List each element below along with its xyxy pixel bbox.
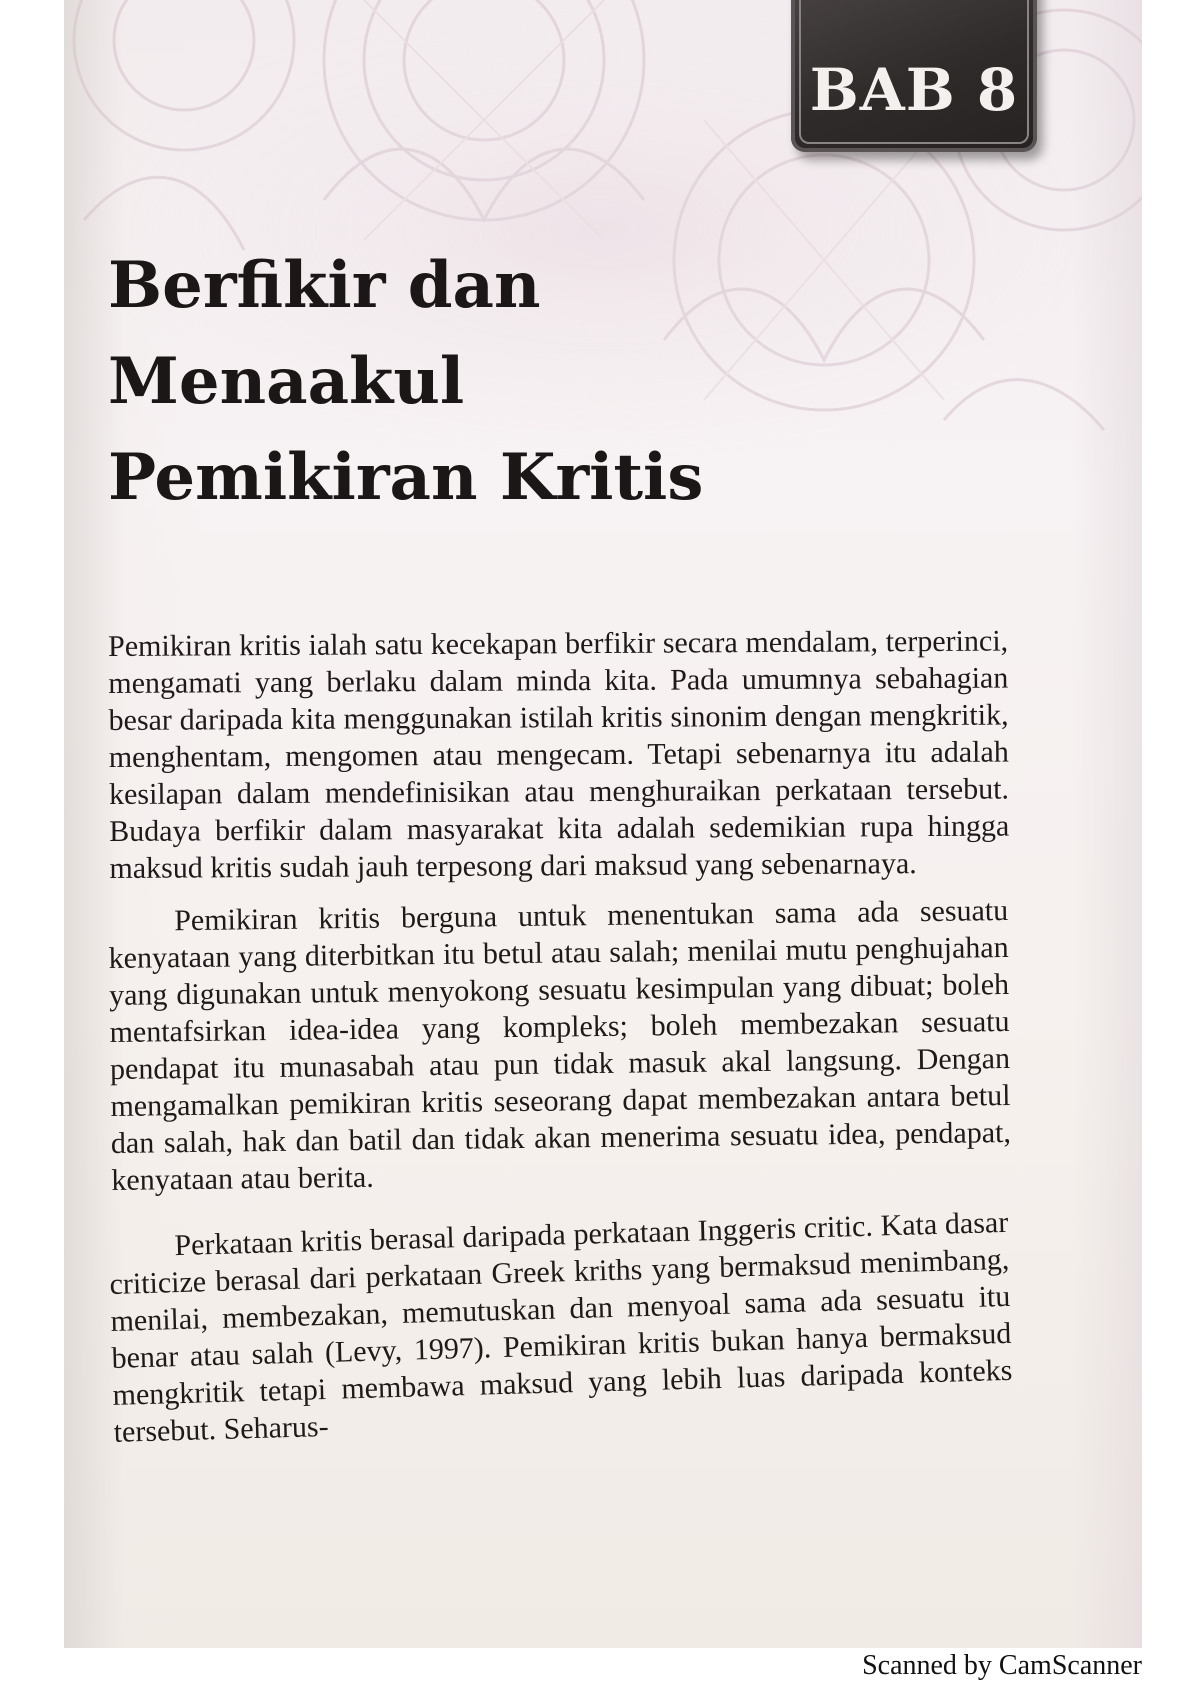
scanner-watermark: Scanned by CamScanner: [862, 1650, 1142, 1681]
paragraph-3: Perkataan kritis berasal daripada perkataan Inggeris critic. Kata dasar criticize berasal dari perkataan Greek kriths yang bermaksud menimbang, menilai, membezakan, memutuskan dan menyoal sama ada sesuatu itu benar atau salah (Levy, 1997). Pemikiran kritis bukan hanya bermaksud mengkritik tetapi membawa maksud yang lebih luas daripada konteks tersebut. Seharus-: [109, 1205, 1013, 1449]
chapter-badge-label: BAB 8: [809, 56, 1019, 124]
page-edge-shadow: [1072, 0, 1142, 1648]
paragraph-2: Pemikiran kritis berguna untuk menentukan sama ada sesuatu kenyataan yang diterbitkan itu betul atau salah; menilai mutu penghujahan yang digunakan untuk menyokong sesuatu kesimpulan yang dibuat; boleh mentafsirkan idea-idea yang kompleks; boleh membezakan sesuatu pendapat itu munasabah atau pun tidak masuk akal langsung. Dengan mengamalkan pemikiran kritis seseorang dapat membezakan antara betul dan salah, hak dan batil dan tidak akan menerima sesuatu idea, pendapat, kenyataan atau berita.: [108, 894, 1012, 1197]
chapter-title-line-1: Berfikir dan: [108, 248, 541, 323]
chapter-title: [108, 238, 703, 526]
chapter-title-line-2: Menaakul: [108, 344, 465, 419]
chapter-title-line-3: Pemikiran Kritis: [108, 440, 704, 515]
book-page: [64, 0, 1142, 1648]
body-text: [108, 624, 1013, 1467]
paragraph-1: Pemikiran kritis ialah satu kecekapan berfikir secara mendalam, terperinci, mengamati yang berlaku dalam minda kita. Pada umumnya sebahagian besar daripada kita menggunakan istilah kritis sinonim dengan mengkritik, menghentam, mengomen atau mengecam. Tetapi sebenarnya itu adalah kesilapan dalam mendefinisikan atau menghuraikan perkataan tersebut. Budaya berfikir dalam masyarakat kita adalah sedemikian rupa hingga maksud kritis sudah jauh terpesong dari maksud yang sebenarnaya.: [108, 624, 1010, 885]
chapter-badge: [791, 0, 1037, 152]
